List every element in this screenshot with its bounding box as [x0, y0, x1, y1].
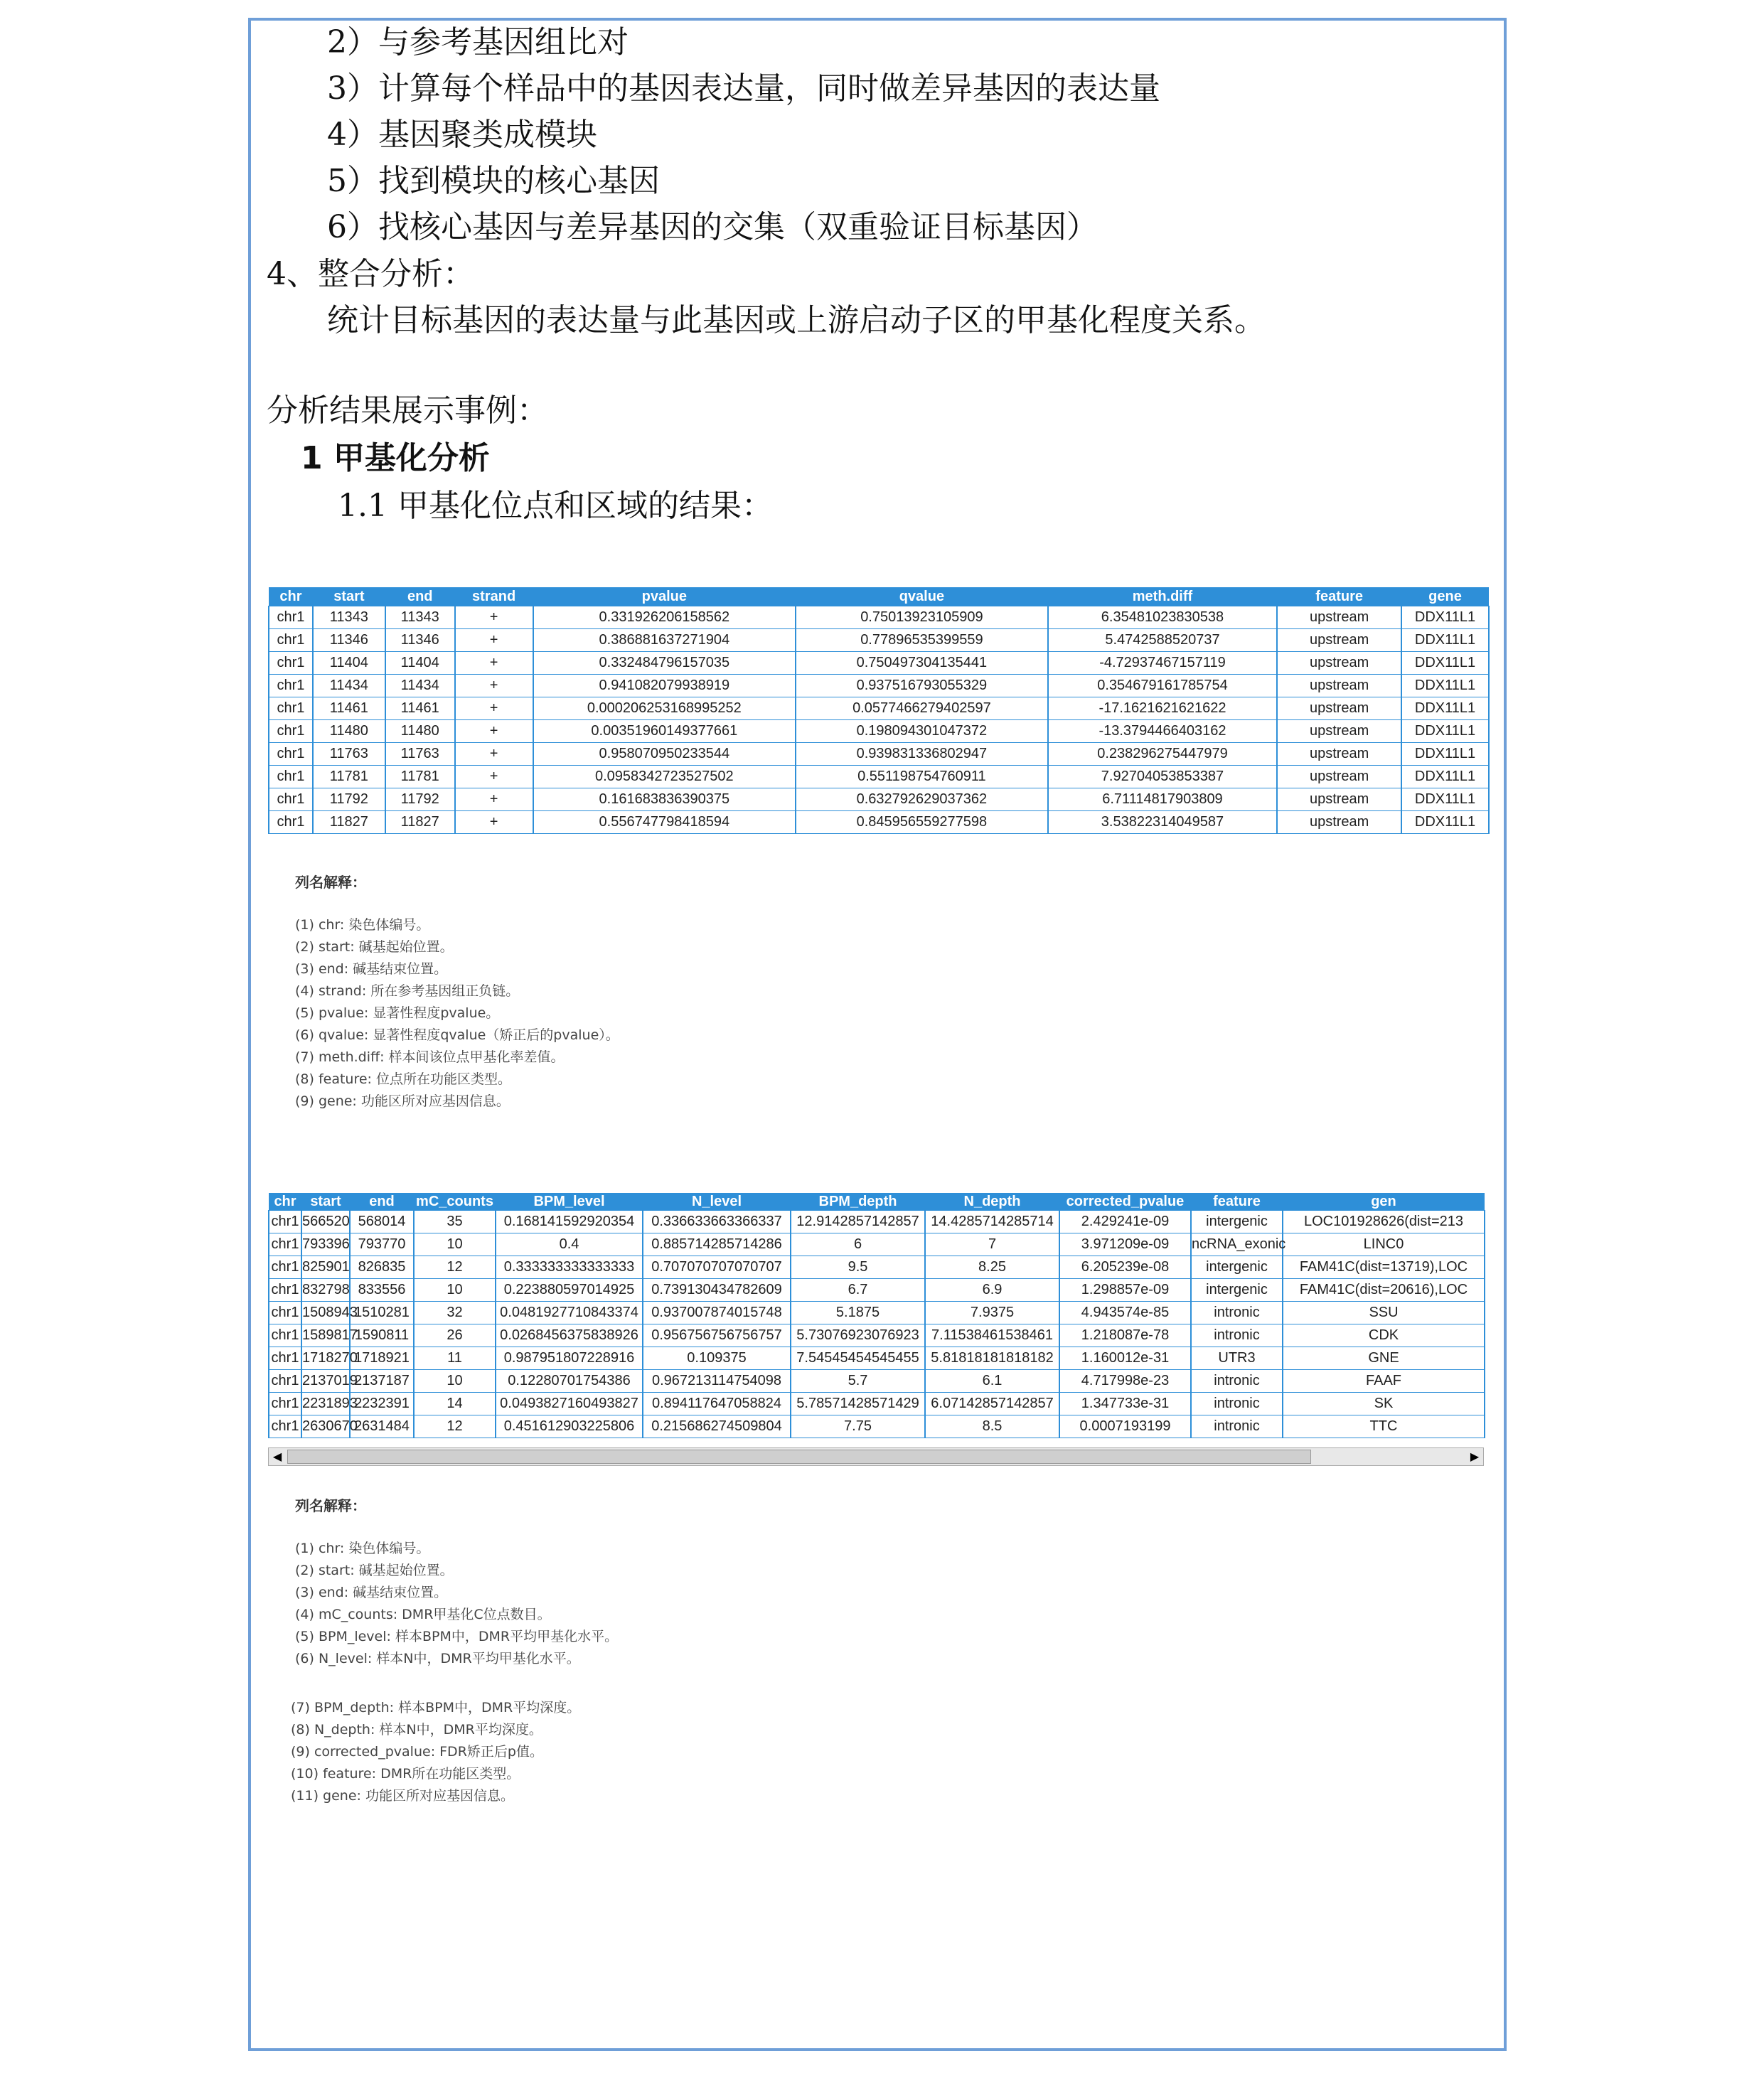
table-cell: 7 [925, 1233, 1059, 1256]
table-row [269, 1256, 1485, 1279]
table-cell: + [455, 629, 533, 652]
table-cell: 7.92704053853387 [1048, 766, 1278, 788]
table-cell: 566520 [301, 1211, 350, 1233]
table-cell: 11781 [385, 766, 455, 788]
table-cell: + [455, 697, 533, 720]
note-item: (2) start: 碱基起始位置。 [295, 939, 454, 955]
column-header-end: end [350, 1193, 414, 1211]
table-cell: DDX11L1 [1401, 606, 1489, 629]
table-cell: 2137019 [301, 1370, 350, 1393]
scroll-thumb[interactable] [287, 1450, 1311, 1464]
table-cell: 12 [414, 1415, 496, 1438]
column-notes-dmr [291, 1494, 619, 1807]
table-cell: 0.707070707070707 [643, 1256, 791, 1279]
table-cell: 11792 [313, 788, 385, 811]
table-cell: 6.07142857142857 [925, 1393, 1059, 1415]
table-cell: LINC0 [1283, 1233, 1485, 1256]
table-cell: DDX11L1 [1401, 788, 1489, 811]
table-cell: chr1 [269, 1233, 301, 1256]
table-cell: 6.71114817903809 [1048, 788, 1278, 811]
table-cell: 5.81818181818182 [925, 1347, 1059, 1370]
table-cell: 1589817 [301, 1324, 350, 1347]
table-cell: 0.739130434782609 [643, 1279, 791, 1302]
note-item: (6) qvalue: 显著性程度qvalue（矫正后的pvalue）。 [295, 1027, 619, 1043]
table-cell: 12 [414, 1256, 496, 1279]
table-cell: 0.941082079938919 [533, 675, 796, 697]
table-cell: 0.937007874015748 [643, 1302, 791, 1324]
table-cell: 0.451612903225806 [496, 1415, 643, 1438]
table-cell: 11827 [385, 811, 455, 834]
table-cell: 6.205239e-08 [1059, 1256, 1191, 1279]
table-row [269, 1302, 1485, 1324]
table-cell: 8.5 [925, 1415, 1059, 1438]
table-cell: 0.333333333333333 [496, 1256, 643, 1279]
table-row [269, 1415, 1485, 1438]
scroll-right-arrow-icon[interactable]: ▶ [1470, 1450, 1480, 1463]
table-cell: chr1 [269, 743, 313, 766]
table-row [269, 606, 1489, 629]
table-cell: 568014 [350, 1211, 414, 1233]
table-cell: 1510281 [350, 1302, 414, 1324]
table-cell: DDX11L1 [1401, 720, 1489, 743]
table-cell: 0.77896535399559 [796, 629, 1048, 652]
column-header-start: start [313, 587, 385, 606]
table-cell: 1.160012e-31 [1059, 1347, 1191, 1370]
table-cell: DDX11L1 [1401, 811, 1489, 834]
note-item: (4) mC_counts: DMR甲基化C位点数目。 [295, 1607, 551, 1622]
table-cell: 11404 [313, 652, 385, 675]
table-cell: + [455, 606, 533, 629]
note-item: (3) end: 碱基结束位置。 [295, 1585, 448, 1600]
table-row [269, 811, 1489, 834]
table-cell: chr1 [269, 697, 313, 720]
table-cell: 2631484 [350, 1415, 414, 1438]
table-cell: 8.25 [925, 1256, 1059, 1279]
table-cell: 1718921 [350, 1347, 414, 1370]
table-cell: 0.223880597014925 [496, 1279, 643, 1302]
note-item: (1) chr: 染色体编号。 [295, 1541, 430, 1556]
table-cell: 11781 [313, 766, 385, 788]
table-cell: chr1 [269, 720, 313, 743]
table-cell: 11343 [313, 606, 385, 629]
table-cell: + [455, 675, 533, 697]
table-cell: chr1 [269, 1279, 301, 1302]
table-cell: 0.632792629037362 [796, 788, 1048, 811]
table-cell: 11404 [385, 652, 455, 675]
table-cell: 2232391 [350, 1393, 414, 1415]
table-row [269, 1370, 1485, 1393]
table-cell: 6.7 [791, 1279, 925, 1302]
column-header-gen: gen [1283, 1193, 1485, 1211]
column-header-pvalue: pvalue [533, 587, 796, 606]
table-cell: 0.00351960149377661 [533, 720, 796, 743]
table-cell: 0.551198754760911 [796, 766, 1048, 788]
table-cell: 0.4 [496, 1233, 643, 1256]
table-cell: 793396 [301, 1233, 350, 1256]
table-cell: intronic [1191, 1393, 1283, 1415]
table-cell: 1718270 [301, 1347, 350, 1370]
integration-body: 统计目标基因的表达量与此基因或上游启动子区的甲基化程度关系。 [327, 302, 1266, 338]
note-item: (4) strand: 所在参考基因组正负链。 [295, 983, 520, 999]
table-cell: 11480 [313, 720, 385, 743]
table-cell: SK [1283, 1393, 1485, 1415]
table-cell: 0.556747798418594 [533, 811, 796, 834]
table-cell: 11434 [313, 675, 385, 697]
table-cell: 11763 [385, 743, 455, 766]
table-cell: 10 [414, 1233, 496, 1256]
table-cell: + [455, 811, 533, 834]
table-cell: 0.75013923105909 [796, 606, 1048, 629]
table-cell: 11346 [313, 629, 385, 652]
column-header-strand: strand [455, 587, 533, 606]
note-item: (5) pvalue: 显著性程度pvalue。 [295, 1005, 500, 1021]
table-cell: 2630670 [301, 1415, 350, 1438]
table-cell: DDX11L1 [1401, 697, 1489, 720]
table-cell: 0.958070950233544 [533, 743, 796, 766]
table-cell: 825901 [301, 1256, 350, 1279]
table-row [269, 1393, 1485, 1415]
table-cell: 6 [791, 1233, 925, 1256]
table-cell: 11480 [385, 720, 455, 743]
table-cell: 0.198094301047372 [796, 720, 1048, 743]
table-cell: 9.5 [791, 1256, 925, 1279]
table-cell: 2231893 [301, 1393, 350, 1415]
table-row [269, 1211, 1485, 1233]
table-cell: -17.1621621621622 [1048, 697, 1278, 720]
table-cell: chr1 [269, 1370, 301, 1393]
table-cell: + [455, 720, 533, 743]
table-row [269, 743, 1489, 766]
table-cell: 7.54545454545455 [791, 1347, 925, 1370]
table-cell: intergenic [1191, 1211, 1283, 1233]
table-cell: 0.12280701754386 [496, 1370, 643, 1393]
table-cell: 2137187 [350, 1370, 414, 1393]
note-item: (9) corrected_pvalue: FDR矫正后p值。 [291, 1744, 543, 1760]
table-cell: 1.347733e-31 [1059, 1393, 1191, 1415]
table-cell: 832798 [301, 1279, 350, 1302]
table-row [269, 1347, 1485, 1370]
table-cell: 5.73076923076923 [791, 1324, 925, 1347]
table-cell: 4.943574e-85 [1059, 1302, 1191, 1324]
table-cell: UTR3 [1191, 1347, 1283, 1370]
column-notes-sites [295, 871, 619, 1113]
table-cell: upstream [1277, 811, 1401, 834]
notes-title: 列名解释： [295, 1497, 366, 1514]
table-cell: 14 [414, 1393, 496, 1415]
table-cell: GNE [1283, 1347, 1485, 1370]
table-cell: -13.3794466403162 [1048, 720, 1278, 743]
table-cell: upstream [1277, 675, 1401, 697]
table-cell: DDX11L1 [1401, 743, 1489, 766]
table-cell: 3.971209e-09 [1059, 1233, 1191, 1256]
table-cell: upstream [1277, 743, 1401, 766]
section-title: 1 甲基化分析 [301, 440, 490, 476]
table-cell: 7.75 [791, 1415, 925, 1438]
table-row [269, 1279, 1485, 1302]
table-cell: 7.9375 [925, 1302, 1059, 1324]
table-cell: 0.354679161785754 [1048, 675, 1278, 697]
table-cell: intronic [1191, 1415, 1283, 1438]
column-header-meth-diff: meth.diff [1048, 587, 1278, 606]
table-cell: 0.238296275447979 [1048, 743, 1278, 766]
integration-heading: 4、整合分析： [267, 256, 474, 292]
table-cell: 0.894117647058824 [643, 1393, 791, 1415]
table-cell: 12.9142857142857 [791, 1211, 925, 1233]
table-cell: DDX11L1 [1401, 652, 1489, 675]
table-cell: 2.429241e-09 [1059, 1211, 1191, 1233]
table-cell: intronic [1191, 1370, 1283, 1393]
table-cell: 0.331926206158562 [533, 606, 796, 629]
table-cell: intronic [1191, 1324, 1283, 1347]
horizontal-scrollbar[interactable] [268, 1447, 1484, 1466]
table-cell: chr1 [269, 788, 313, 811]
table-cell: 14.4285714285714 [925, 1211, 1059, 1233]
table-cell: 0.937516793055329 [796, 675, 1048, 697]
step-4: 4）基因聚类成模块 [327, 117, 597, 153]
step-3: 3）计算每个样品中的基因表达量，同时做差异基因的表达量 [327, 70, 1160, 107]
note-item: (7) meth.diff: 样本间该位点甲基化率差值。 [295, 1049, 565, 1065]
table-cell: intergenic [1191, 1256, 1283, 1279]
table-cell: upstream [1277, 720, 1401, 743]
table-row [269, 1324, 1485, 1347]
table-cell: DDX11L1 [1401, 629, 1489, 652]
table-cell: 1.298857e-09 [1059, 1279, 1191, 1302]
table-cell: SSU [1283, 1302, 1485, 1324]
note-item: (8) N_depth: 样本N中，DMR平均深度。 [291, 1722, 542, 1738]
table-cell: upstream [1277, 652, 1401, 675]
table-cell: FAM41C(dist=13719),LOC [1283, 1256, 1485, 1279]
column-header-n-level: N_level [643, 1193, 791, 1211]
table-cell: intronic [1191, 1302, 1283, 1324]
note-item: (3) end: 碱基结束位置。 [295, 961, 448, 977]
table-cell: 5.7 [791, 1370, 925, 1393]
table-cell: 0.845956559277598 [796, 811, 1048, 834]
table-cell: 0.956756756756757 [643, 1324, 791, 1347]
column-header-corrected-pvalue: corrected_pvalue [1059, 1193, 1191, 1211]
results-heading: 分析结果展示事例： [267, 392, 548, 429]
table-cell: chr1 [269, 1302, 301, 1324]
table-cell: 0.386881637271904 [533, 629, 796, 652]
table-cell: FAM41C(dist=20616),LOC [1283, 1279, 1485, 1302]
step-6: 6）找核心基因与差异基因的交集（双重验证目标基因） [327, 209, 1098, 245]
table-cell: upstream [1277, 766, 1401, 788]
table-cell: 0.0493827160493827 [496, 1393, 643, 1415]
table-cell: 0.939831336802947 [796, 743, 1048, 766]
table-cell: 6.1 [925, 1370, 1059, 1393]
note-item: (10) feature: DMR所在功能区类型。 [291, 1766, 520, 1782]
table-cell: TTC [1283, 1415, 1485, 1438]
table-cell: 0.336633663366337 [643, 1211, 791, 1233]
table-cell: 11 [414, 1347, 496, 1370]
table-row [269, 652, 1489, 675]
table-cell: chr1 [269, 1393, 301, 1415]
table-cell: chr1 [269, 766, 313, 788]
table-cell: 6.9 [925, 1279, 1059, 1302]
table-cell: 11792 [385, 788, 455, 811]
table-cell: 0.0268456375838926 [496, 1324, 643, 1347]
table-cell: 4.717998e-23 [1059, 1370, 1191, 1393]
note-item: (11) gene: 功能区所对应基因信息。 [291, 1788, 514, 1804]
table-cell: 11763 [313, 743, 385, 766]
dmr-table [268, 1193, 1485, 1438]
table-cell: 1590811 [350, 1324, 414, 1347]
scroll-left-arrow-icon[interactable]: ◀ [272, 1450, 282, 1463]
table-cell: CDK [1283, 1324, 1485, 1347]
table-cell: 0.0007193199 [1059, 1415, 1191, 1438]
table-cell: 5.78571428571429 [791, 1393, 925, 1415]
column-header-chr: chr [269, 1193, 301, 1211]
table-cell: intergenic [1191, 1279, 1283, 1302]
table-cell: -4.72937467157119 [1048, 652, 1278, 675]
table-cell: ncRNA_exonic [1191, 1233, 1283, 1256]
table-cell: 3.53822314049587 [1048, 811, 1278, 834]
column-header-bpm-depth: BPM_depth [791, 1193, 925, 1211]
table-cell: 0.885714285714286 [643, 1233, 791, 1256]
table-cell: 0.109375 [643, 1347, 791, 1370]
table-cell: 1.218087e-78 [1059, 1324, 1191, 1347]
table-cell: 32 [414, 1302, 496, 1324]
table-cell: upstream [1277, 697, 1401, 720]
table-row [269, 720, 1489, 743]
table-cell: 11461 [385, 697, 455, 720]
table-cell: 5.1875 [791, 1302, 925, 1324]
table-row [269, 766, 1489, 788]
table-row [269, 675, 1489, 697]
table-cell: chr1 [269, 1324, 301, 1347]
note-item: (8) feature: 位点所在功能区类型。 [295, 1071, 511, 1087]
column-header-mc-counts: mC_counts [414, 1193, 496, 1211]
table-cell: chr1 [269, 811, 313, 834]
step-2: 2）与参考基因组比对 [327, 24, 629, 60]
table-cell: upstream [1277, 788, 1401, 811]
note-item: (6) N_level: 样本N中，DMR平均甲基化水平。 [295, 1651, 580, 1666]
table-cell: 0.750497304135441 [796, 652, 1048, 675]
table-cell: + [455, 766, 533, 788]
table-cell: 35 [414, 1211, 496, 1233]
column-header-end: end [385, 587, 455, 606]
table-cell: 833556 [350, 1279, 414, 1302]
table-cell: 0.161683836390375 [533, 788, 796, 811]
table-cell: chr1 [269, 652, 313, 675]
table-cell: 11827 [313, 811, 385, 834]
table-cell: 793770 [350, 1233, 414, 1256]
table-cell: DDX11L1 [1401, 675, 1489, 697]
table-cell: + [455, 788, 533, 811]
table-cell: 0.0958342723527502 [533, 766, 796, 788]
table-cell: chr1 [269, 1415, 301, 1438]
table-row [269, 1233, 1485, 1256]
note-item: (1) chr: 染色体编号。 [295, 917, 430, 933]
note-item: (2) start: 碱基起始位置。 [295, 1563, 454, 1578]
table-cell: 10 [414, 1279, 496, 1302]
table-row [269, 697, 1489, 720]
table-cell: + [455, 743, 533, 766]
table-cell: upstream [1277, 606, 1401, 629]
table-cell: 826835 [350, 1256, 414, 1279]
table-cell: chr1 [269, 629, 313, 652]
table-cell: 1508943 [301, 1302, 350, 1324]
table-cell: DDX11L1 [1401, 766, 1489, 788]
column-header-n-depth: N_depth [925, 1193, 1059, 1211]
methylation-sites-table [268, 587, 1490, 834]
table-cell: 7.11538461538461 [925, 1324, 1059, 1347]
table-cell: 26 [414, 1324, 496, 1347]
table-cell: 0.215686274509804 [643, 1415, 791, 1438]
table-cell: FAAF [1283, 1370, 1485, 1393]
table-row [269, 788, 1489, 811]
table-cell: + [455, 652, 533, 675]
table-cell: chr1 [269, 675, 313, 697]
column-header-feature: feature [1277, 587, 1401, 606]
table-cell: chr1 [269, 1256, 301, 1279]
step-5: 5）找到模块的核心基因 [327, 163, 660, 199]
column-header-start: start [301, 1193, 350, 1211]
table-cell: 11461 [313, 697, 385, 720]
column-header-gene: gene [1401, 587, 1489, 606]
table-cell: 11434 [385, 675, 455, 697]
table-cell: upstream [1277, 629, 1401, 652]
note-item: (5) BPM_level: 样本BPM中，DMR平均甲基化水平。 [295, 1629, 619, 1644]
table-row [269, 629, 1489, 652]
note-item: (7) BPM_depth: 样本BPM中，DMR平均深度。 [291, 1700, 581, 1715]
table-cell: chr1 [269, 606, 313, 629]
notes-title: 列名解释： [295, 874, 366, 891]
table-cell: 6.35481023830538 [1048, 606, 1278, 629]
note-item: (9) gene: 功能区所对应基因信息。 [295, 1093, 510, 1109]
table-cell: 10 [414, 1370, 496, 1393]
table-cell: chr1 [269, 1347, 301, 1370]
table-cell: 0.168141592920354 [496, 1211, 643, 1233]
column-header-qvalue: qvalue [796, 587, 1048, 606]
table-cell: 0.967213114754098 [643, 1370, 791, 1393]
column-header-chr: chr [269, 587, 313, 606]
table-cell: 11346 [385, 629, 455, 652]
table-cell: 0.332484796157035 [533, 652, 796, 675]
column-header-bpm-level: BPM_level [496, 1193, 643, 1211]
table-cell: 0.0481927710843374 [496, 1302, 643, 1324]
column-header-feature: feature [1191, 1193, 1283, 1211]
table-cell: 5.4742588520737 [1048, 629, 1278, 652]
table-cell: 0.000206253168995252 [533, 697, 796, 720]
table-cell: LOC101928626(dist=213 [1283, 1211, 1485, 1233]
table-cell: 11343 [385, 606, 455, 629]
table-cell: 0.0577466279402597 [796, 697, 1048, 720]
table-cell: 0.987951807228916 [496, 1347, 643, 1370]
subsection-title: 1.1 甲基化位点和区域的结果： [338, 488, 773, 524]
table-cell: chr1 [269, 1211, 301, 1233]
